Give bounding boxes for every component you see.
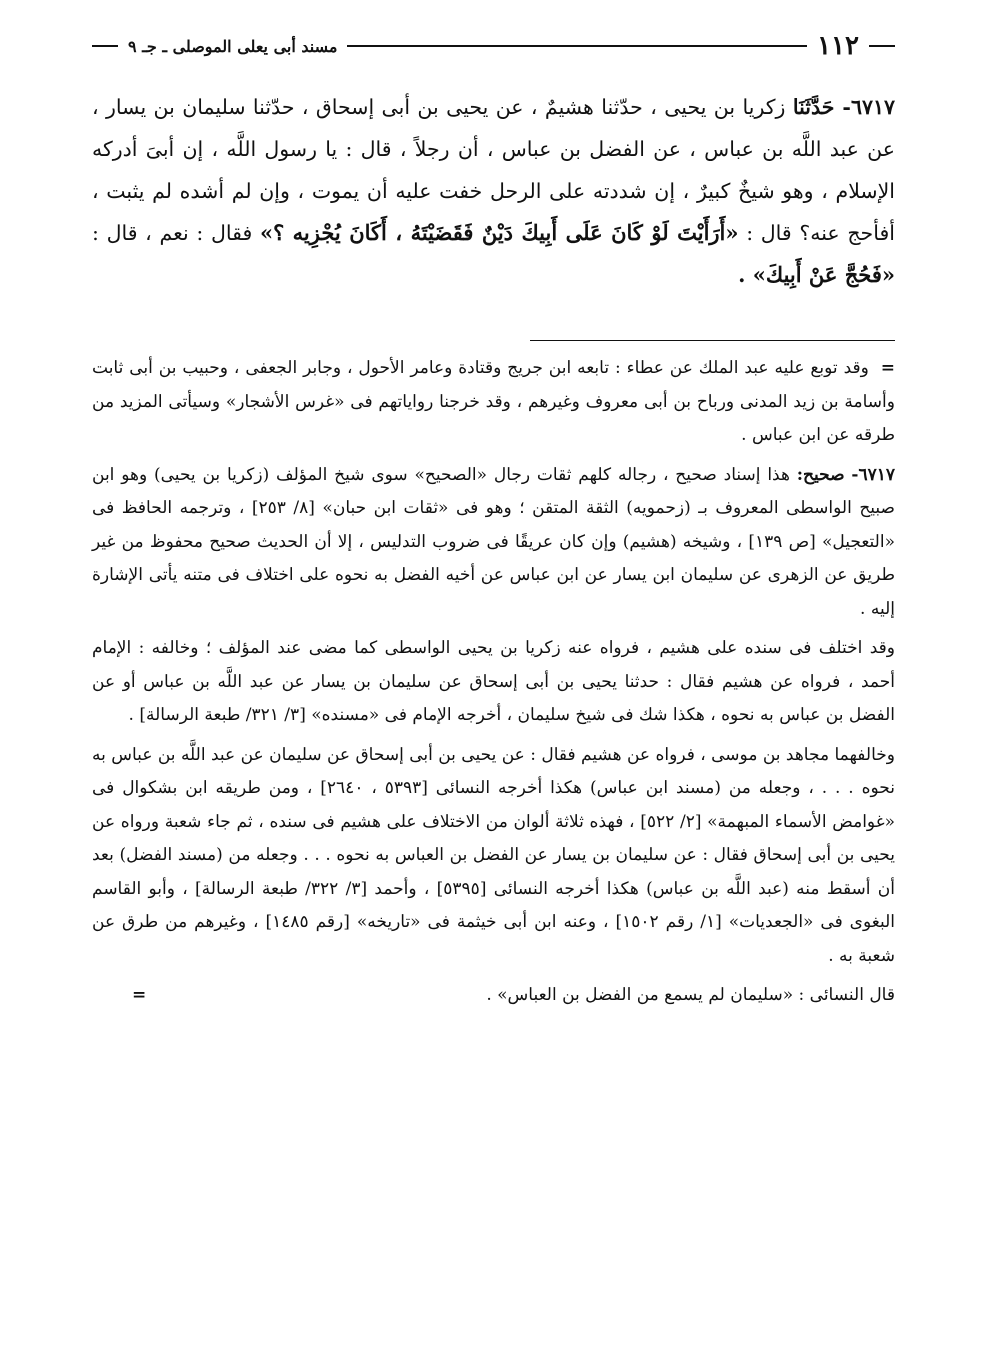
book-title: مسند أبى يعلى الموصلى ـ جـ ٩	[128, 36, 338, 56]
hadith-quote-1: «أَرَأَيْتَ لَوْ كَانَ عَلَى أَبِيكَ دَيْنٌ فَقَضَيْتَهُ ، أَكَانَ يُجْزِيه ؟»	[259, 220, 739, 245]
hadith-lead-word: حَدَّثَنَا	[792, 95, 835, 119]
hadith-body-1: زكريا بن يحيى ، حدّثنا هشيمٌ ، عن يحيى بن أبى إسحاق ، حدّثنا سليمان بن يسار ، عن عبد اللَّه بن عباس ، عن الفضل بن عباس ، أن رجلاً ، قال : يا رسول اللَّه ، إن أبىَ أدركه الإسلام ، وهو شيخٌ كبيرٌ ، إن شددته على الرحل خفت عليه أن يموت ، وإن لم أشده لم يثبت ، أفأحج عنه؟ قال :	[92, 95, 895, 245]
footnote-text: هذا إسناد صحيح ، رجاله كلهم ثقات رجال «الصحيح» سوى شيخ المؤلف (زكريا بن يحيى) وهو ابن صبيح الواسطى المعروف بـ (زحمويه) الثقة المتقن ؛ وهو فى «ثقات ابن حبان» [٨/ ٢٥٣] ، وترجمه الحافظ فى «التعجيل» [ص ١٣٩] ، وشيخه (هشيم) وإن كان عريقًا فى ضروب التدليس ، إلا أن الحديث صحيح محفوظ من غير طريق عن الزهرى عن سليمان ابن يسار عن ابن عباس عن أخيه الفضل به نحوه على اختلاف فى متنه يأتى الإشارة إليه .	[92, 464, 895, 619]
hadith-body-2: فقال : نعم ، قال :	[92, 221, 253, 245]
header-dash-end	[92, 45, 118, 47]
footnote-paragraph	[92, 979, 895, 1013]
header-dash	[869, 45, 895, 47]
footnote-text: قال النسائى : «سليمان لم يسمع من الفضل بن العباس» .	[486, 985, 895, 1005]
footnote-text: وخالفهما مجاهد بن موسى ، فرواه عن هشيم فقال : عن يحيى بن أبى إسحاق عن سليمان عن عبد اللَّه بن عباس به نحوه . . . ، وجعله من (مسند ابن عباس) هكذا أخرجه النسائى [٥٣٩٣ ، ٢٦٤٠] ، ومن طريقه ابن بشكوال فى «غوامض الأسماء المبهمة» [٢/ ٥٢٢] ، فهذه ثلاثة ألوان من الاختلاف على هشيم فى سنده ، ثم جاء شعبة ورواه عن يحيى بن أبى إسحاق فقال : عن سليمان بن يسار عن الفضل بن العباس به نحوه . . . وجعله من (مسند الفضل) بعد أن أسقط منه (عبد اللَّه بن عباس) هكذا أخرجه النسائى [٥٣٩٥] ، وأحمد [٣/ ٣٢٢/ طبعة الرسالة] ، وأبو القاسم البغوى فى «الجعديات» [١/ رقم ١٥٠٢] ، وعنه ابن أبى خيثمة فى «تاريخه» [رقم ١٤٨٥] ، وغيرهم من طرق عن شعبة به .	[92, 744, 896, 966]
hadith-quote-2: «فَحُجَّ عَنْ أَبِيكَ» .	[738, 262, 895, 287]
header-rule	[347, 45, 807, 47]
footnote-number: ٦٧١٧-	[851, 464, 896, 485]
footnote-text: وقد توبع عليه عبد الملك عن عطاء : تابعه ابن جريج وقتادة وعامر الأحول ، وجابر الجعفى ، وحبيب بن أبى ثابت وأسامة بن زيد المدنى ورباح بن أبى معروف وغيرهم ، وقد خرجنا رواياتهم فى «غرس الأشجار» وسيأتى المزيد من طرقه عن ابن عباس .	[92, 358, 895, 445]
footnote-paragraph	[92, 352, 895, 453]
continuation-end-mark: =	[132, 985, 147, 1005]
hadith-number: ٦٧١٧	[850, 95, 895, 119]
footnote-paragraph	[92, 632, 895, 733]
page-number: ١١٢	[817, 31, 859, 61]
footnote-paragraph	[92, 739, 895, 974]
grading-label: صحيح:	[796, 464, 845, 485]
footnote-paragraph	[92, 459, 895, 627]
running-header	[92, 28, 895, 64]
footnotes	[92, 352, 895, 1019]
footnote-text: وقد اختلف فى سنده على هشيم ، فرواه عنه زكريا بن يحيى الواسطى كما مضى عند المؤلف ؛ وخالفه : الإمام أحمد ، فرواه عن هشيم فقال : حدثنا يحيى بن أبى إسحاق عن سليمان بن يسار عن عبد اللَّه بن عباس أو عن الفضل بن عباس به نحوه ، هكذا شك فى شيخ سليمان ، أخرجه الإمام فى «مسنده» [٣/ ٣٢١/ طبعة الرسالة] .	[92, 638, 895, 725]
footnote-divider	[530, 340, 895, 341]
hadith-text: ٦٧١٧- حَدَّثَنَا زكريا بن يحيى ، حدّثنا هشيمٌ ، عن يحيى بن أبى إسحاق ، حدّثنا سليمان بن يسار ، عن عبد اللَّه بن عباس ، عن الفضل بن عباس ، أن رجلاً ، قال : يا رسول اللَّه ، إن أبىَ أدركه الإسلام ، وهو شيخٌ كبيرٌ ، إن شددته على الرحل خفت عليه أن يموت ، وإن لم أشده لم يثبت ، أفأحج عنه؟ قال : «أَرَأَيْتَ لَوْ كَانَ عَلَى أَبِيكَ دَيْنٌ فَقَضَيْتَهُ ، أَكَانَ يُجْزِيه ؟» فقال : نعم ، قال : «فَحُجَّ عَنْ أَبِيكَ» .	[92, 95, 895, 287]
continuation-mark: =	[880, 358, 895, 378]
